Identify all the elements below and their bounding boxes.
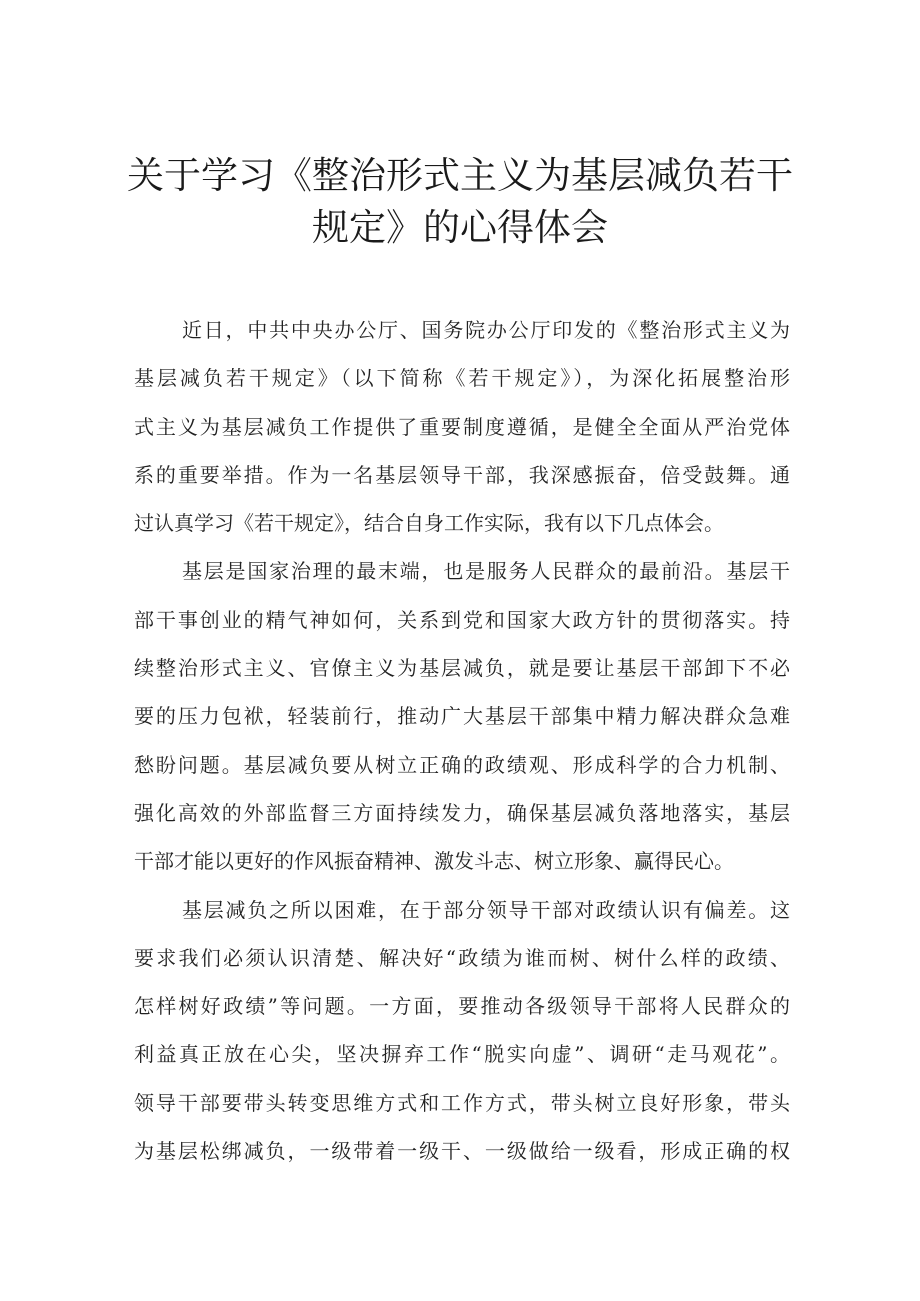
paragraph-line: 基层是国家治理的最末端，也是服务人民群众的最前沿。基层干 [182, 559, 790, 584]
paragraph-line: 系的重要举措。作为一名基层领导干部，我深感振奋，倍受鼓舞。通 [134, 462, 790, 487]
paragraph-line: 强化高效的外部监督三方面持续发力，确保基层减负落地落实，基层 [134, 800, 790, 825]
paragraph-line: 式主义为基层减负工作提供了重要制度遵循，是健全全面从严治党体 [134, 414, 790, 439]
paragraph-line: 利益真正放在心尖，坚决摒弃工作“脱实向虚”、调研“走马观花”。 [134, 1042, 790, 1067]
paragraph-line: 过认真学习《若干规定》，结合自身工作实际，我有以下几点体会。 [134, 511, 724, 536]
paragraph-line: 要求我们必须认识清楚、解决好“政绩为谁而树、树什么样的政绩、 [134, 945, 790, 970]
paragraph-line: 近日，中共中央办公厅、国务院办公厅印发的《整治形式主义为 [182, 318, 790, 342]
paragraph-line: 续整治形式主义、官僚主义为基层减负，就是要让基层干部卸下不必 [134, 656, 790, 681]
paragraph-3 [134, 886, 790, 1176]
paragraph-1 [134, 306, 790, 547]
paragraph-2 [134, 547, 790, 885]
paragraph-line: 基层减负之所以困难，在于部分领导干部对政绩认识有偏差。这 [182, 897, 790, 922]
paragraph-line: 干部才能以更好的作风振奋精神、激发斗志、树立形象、赢得民心。 [134, 849, 734, 874]
document-title [120, 150, 800, 254]
paragraph-line: 领导干部要带头转变思维方式和工作方式，带头树立良好形象，带头 [134, 1090, 790, 1115]
title-line-2: 规定》的心得体会 [312, 206, 608, 249]
paragraph-line: 基层减负若干规定》（以下简称《若干规定》），为深化拓展整治形 [134, 366, 790, 391]
paragraph-line: 部干事创业的精气神如何，关系到党和国家大政方针的贯彻落实。持 [134, 607, 790, 632]
paragraph-line: 怎样树好政绩”等问题。一方面，要推动各级领导干部将人民群众的 [134, 994, 790, 1019]
title-line-1: 关于学习《整治形式主义为基层减负若干 [127, 154, 793, 197]
paragraph-line: 愁盼问题。基层减负要从树立正确的政绩观、形成科学的合力机制、 [134, 752, 790, 777]
paragraph-line: 为基层松绑减负，一级带着一级干、一级做给一级看，形成正确的权 [134, 1139, 790, 1164]
paragraph-line: 要的压力包袱，轻装前行，推动广大基层干部集中精力解决群众急难 [134, 704, 790, 729]
document-body [134, 306, 790, 1175]
